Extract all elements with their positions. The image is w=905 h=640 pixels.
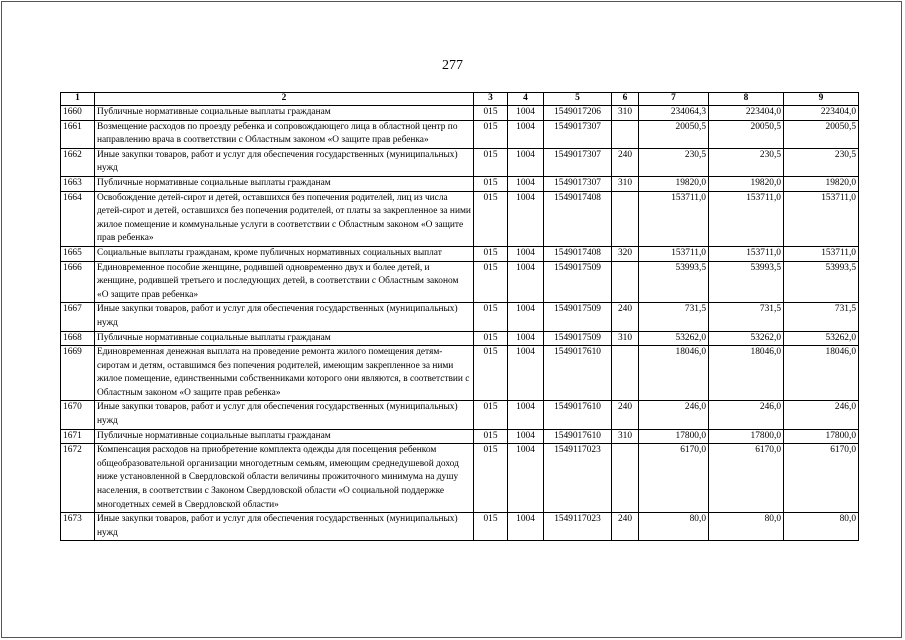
table-row bbox=[61, 176, 859, 191]
header-cell: 2 bbox=[95, 93, 474, 106]
row-expense-type: 240 bbox=[612, 148, 639, 176]
row-ministry-code: 015 bbox=[474, 261, 508, 303]
row-section-code: 1004 bbox=[508, 331, 544, 346]
row-description: Иные закупки товаров, работ и услуг для обеспечения государственных (муниципальных) нужд bbox=[95, 513, 474, 541]
row-amount-col9: 6170,0 bbox=[784, 444, 859, 513]
row-amount-col7: 731,5 bbox=[639, 303, 709, 331]
row-amount-col8: 223404,0 bbox=[709, 106, 784, 121]
row-section-code: 1004 bbox=[508, 444, 544, 513]
row-expense-type: 240 bbox=[612, 513, 639, 541]
row-amount-col8: 19820,0 bbox=[709, 176, 784, 191]
table-row bbox=[61, 303, 859, 331]
row-section-code: 1004 bbox=[508, 106, 544, 121]
row-target-code: 1549017408 bbox=[544, 191, 612, 246]
row-amount-col7: 153711,0 bbox=[639, 246, 709, 261]
header-cell: 7 bbox=[639, 93, 709, 106]
row-amount-col8: 153711,0 bbox=[709, 246, 784, 261]
row-number: 1667 bbox=[61, 303, 95, 331]
row-section-code: 1004 bbox=[508, 261, 544, 303]
row-amount-col9: 223404,0 bbox=[784, 106, 859, 121]
row-number: 1666 bbox=[61, 261, 95, 303]
row-expense-type: 310 bbox=[612, 429, 639, 444]
row-number: 1665 bbox=[61, 246, 95, 261]
row-number: 1660 bbox=[61, 106, 95, 121]
row-description: Публичные нормативные социальные выплаты гражданам bbox=[95, 176, 474, 191]
row-ministry-code: 015 bbox=[474, 148, 508, 176]
row-amount-col7: 234064,3 bbox=[639, 106, 709, 121]
row-ministry-code: 015 bbox=[474, 401, 508, 429]
table-row bbox=[61, 401, 859, 429]
row-description: Единовременная денежная выплата на проведение ремонта жилого помещения детям-сиротам и детям, оставшимся без попечения родителей, имеющим закрепленное за ними жилое помещение, единственными собственниками которого они являются, в соответствии с Областным законом «О защите прав ребенка» bbox=[95, 346, 474, 401]
row-section-code: 1004 bbox=[508, 513, 544, 541]
table-row bbox=[61, 120, 859, 148]
row-target-code: 1549117023 bbox=[544, 444, 612, 513]
row-amount-col7: 6170,0 bbox=[639, 444, 709, 513]
row-section-code: 1004 bbox=[508, 148, 544, 176]
header-cell: 4 bbox=[508, 93, 544, 106]
row-ministry-code: 015 bbox=[474, 176, 508, 191]
row-expense-type bbox=[612, 346, 639, 401]
row-amount-col7: 17800,0 bbox=[639, 429, 709, 444]
row-target-code: 1549017610 bbox=[544, 401, 612, 429]
row-section-code: 1004 bbox=[508, 246, 544, 261]
header-cell: 3 bbox=[474, 93, 508, 106]
row-section-code: 1004 bbox=[508, 401, 544, 429]
row-description: Возмещение расходов по проезду ребенка и сопровождающего лица в областной центр по направлению врача в соответствии с Областным законом «О защите прав ребенка» bbox=[95, 120, 474, 148]
row-amount-col7: 19820,0 bbox=[639, 176, 709, 191]
row-number: 1672 bbox=[61, 444, 95, 513]
row-target-code: 1549017408 bbox=[544, 246, 612, 261]
row-description: Публичные нормативные социальные выплаты гражданам bbox=[95, 106, 474, 121]
table-row bbox=[61, 106, 859, 121]
row-number: 1671 bbox=[61, 429, 95, 444]
table-row bbox=[61, 331, 859, 346]
row-amount-col7: 20050,5 bbox=[639, 120, 709, 148]
row-expense-type: 240 bbox=[612, 401, 639, 429]
row-amount-col9: 20050,5 bbox=[784, 120, 859, 148]
row-number: 1661 bbox=[61, 120, 95, 148]
row-amount-col7: 53262,0 bbox=[639, 331, 709, 346]
row-number: 1664 bbox=[61, 191, 95, 246]
row-target-code: 1549017307 bbox=[544, 176, 612, 191]
row-amount-col7: 246,0 bbox=[639, 401, 709, 429]
row-ministry-code: 015 bbox=[474, 513, 508, 541]
row-section-code: 1004 bbox=[508, 346, 544, 401]
row-number: 1668 bbox=[61, 331, 95, 346]
table-row bbox=[61, 346, 859, 401]
row-ministry-code: 015 bbox=[474, 246, 508, 261]
row-amount-col8: 153711,0 bbox=[709, 191, 784, 246]
row-target-code: 1549017610 bbox=[544, 346, 612, 401]
row-amount-col9: 80,0 bbox=[784, 513, 859, 541]
table-row bbox=[61, 246, 859, 261]
row-amount-col8: 731,5 bbox=[709, 303, 784, 331]
row-amount-col8: 80,0 bbox=[709, 513, 784, 541]
row-expense-type bbox=[612, 444, 639, 513]
row-amount-col9: 18046,0 bbox=[784, 346, 859, 401]
row-ministry-code: 015 bbox=[474, 191, 508, 246]
row-number: 1662 bbox=[61, 148, 95, 176]
header-cell: 6 bbox=[612, 93, 639, 106]
row-target-code: 1549117023 bbox=[544, 513, 612, 541]
table-row bbox=[61, 444, 859, 513]
row-ministry-code: 015 bbox=[474, 120, 508, 148]
header-row bbox=[61, 93, 859, 106]
row-amount-col8: 20050,5 bbox=[709, 120, 784, 148]
row-ministry-code: 015 bbox=[474, 331, 508, 346]
page-number: 277 bbox=[442, 58, 463, 73]
row-amount-col9: 153711,0 bbox=[784, 191, 859, 246]
row-expense-type: 310 bbox=[612, 331, 639, 346]
header-cell: 5 bbox=[544, 93, 612, 106]
row-expense-type bbox=[612, 261, 639, 303]
row-target-code: 1549017206 bbox=[544, 106, 612, 121]
row-ministry-code: 015 bbox=[474, 106, 508, 121]
row-amount-col8: 17800,0 bbox=[709, 429, 784, 444]
table-row bbox=[61, 513, 859, 541]
header-cell: 1 bbox=[61, 93, 95, 106]
row-target-code: 1549017509 bbox=[544, 261, 612, 303]
row-number: 1663 bbox=[61, 176, 95, 191]
row-description: Публичные нормативные социальные выплаты гражданам bbox=[95, 331, 474, 346]
row-section-code: 1004 bbox=[508, 191, 544, 246]
table-row bbox=[61, 191, 859, 246]
row-description: Освобождение детей-сирот и детей, оставшихся без попечения родителей, лиц из числа детей-сирот и детей, оставшихся без попечения родителей, от платы за закрепленное за ними жилое помещение и коммунальные услуги в соответствии с Областным законом «О защите прав ребенка» bbox=[95, 191, 474, 246]
row-amount-col8: 246,0 bbox=[709, 401, 784, 429]
row-ministry-code: 015 bbox=[474, 303, 508, 331]
row-amount-col9: 19820,0 bbox=[784, 176, 859, 191]
row-amount-col7: 18046,0 bbox=[639, 346, 709, 401]
row-amount-col9: 230,5 bbox=[784, 148, 859, 176]
row-section-code: 1004 bbox=[508, 176, 544, 191]
row-section-code: 1004 bbox=[508, 120, 544, 148]
row-number: 1670 bbox=[61, 401, 95, 429]
row-amount-col8: 230,5 bbox=[709, 148, 784, 176]
row-amount-col9: 53262,0 bbox=[784, 331, 859, 346]
row-target-code: 1549017610 bbox=[544, 429, 612, 444]
row-amount-col9: 246,0 bbox=[784, 401, 859, 429]
table-row bbox=[61, 261, 859, 303]
row-amount-col9: 53993,5 bbox=[784, 261, 859, 303]
row-target-code: 1549017509 bbox=[544, 331, 612, 346]
row-amount-col9: 17800,0 bbox=[784, 429, 859, 444]
row-section-code: 1004 bbox=[508, 303, 544, 331]
row-expense-type: 310 bbox=[612, 176, 639, 191]
row-amount-col8: 53262,0 bbox=[709, 331, 784, 346]
row-number: 1669 bbox=[61, 346, 95, 401]
row-section-code: 1004 bbox=[508, 429, 544, 444]
row-description: Социальные выплаты гражданам, кроме публичных нормативных социальных выплат bbox=[95, 246, 474, 261]
row-number: 1673 bbox=[61, 513, 95, 541]
row-amount-col8: 53993,5 bbox=[709, 261, 784, 303]
row-ministry-code: 015 bbox=[474, 346, 508, 401]
row-description: Иные закупки товаров, работ и услуг для обеспечения государственных (муниципальных) нужд bbox=[95, 303, 474, 331]
row-target-code: 1549017307 bbox=[544, 148, 612, 176]
row-ministry-code: 015 bbox=[474, 444, 508, 513]
row-expense-type: 240 bbox=[612, 303, 639, 331]
header-cell: 8 bbox=[709, 93, 784, 106]
row-ministry-code: 015 bbox=[474, 429, 508, 444]
header-cell: 9 bbox=[784, 93, 859, 106]
row-amount-col7: 53993,5 bbox=[639, 261, 709, 303]
row-description: Иные закупки товаров, работ и услуг для обеспечения государственных (муниципальных) нужд bbox=[95, 148, 474, 176]
row-description: Публичные нормативные социальные выплаты гражданам bbox=[95, 429, 474, 444]
row-target-code: 1549017509 bbox=[544, 303, 612, 331]
row-description: Компенсация расходов на приобретение комплекта одежды для посещения ребенком общеобразовательной организации многодетным семьям, имеющим среднедушевой доход ниже установленной в Свердловской области величины прожиточного минимума на душу населения, в соответствии с Законом Свердловской области «О социальной поддержке многодетных семей в Свердловской области» bbox=[95, 444, 474, 513]
row-amount-col8: 18046,0 bbox=[709, 346, 784, 401]
row-expense-type: 320 bbox=[612, 246, 639, 261]
row-amount-col9: 153711,0 bbox=[784, 246, 859, 261]
row-description: Единовременное пособие женщине, родившей одновременно двух и более детей, и женщине, родившей третьего и последующих детей, в соответствии с Областным законом «О защите прав ребенка» bbox=[95, 261, 474, 303]
row-amount-col7: 230,5 bbox=[639, 148, 709, 176]
table-row bbox=[61, 148, 859, 176]
row-amount-col7: 80,0 bbox=[639, 513, 709, 541]
budget-table bbox=[60, 92, 859, 541]
row-amount-col9: 731,5 bbox=[784, 303, 859, 331]
row-target-code: 1549017307 bbox=[544, 120, 612, 148]
row-description: Иные закупки товаров, работ и услуг для обеспечения государственных (муниципальных) нужд bbox=[95, 401, 474, 429]
row-expense-type: 310 bbox=[612, 106, 639, 121]
row-expense-type bbox=[612, 191, 639, 246]
row-amount-col7: 153711,0 bbox=[639, 191, 709, 246]
row-expense-type bbox=[612, 120, 639, 148]
row-amount-col8: 6170,0 bbox=[709, 444, 784, 513]
table-row bbox=[61, 429, 859, 444]
